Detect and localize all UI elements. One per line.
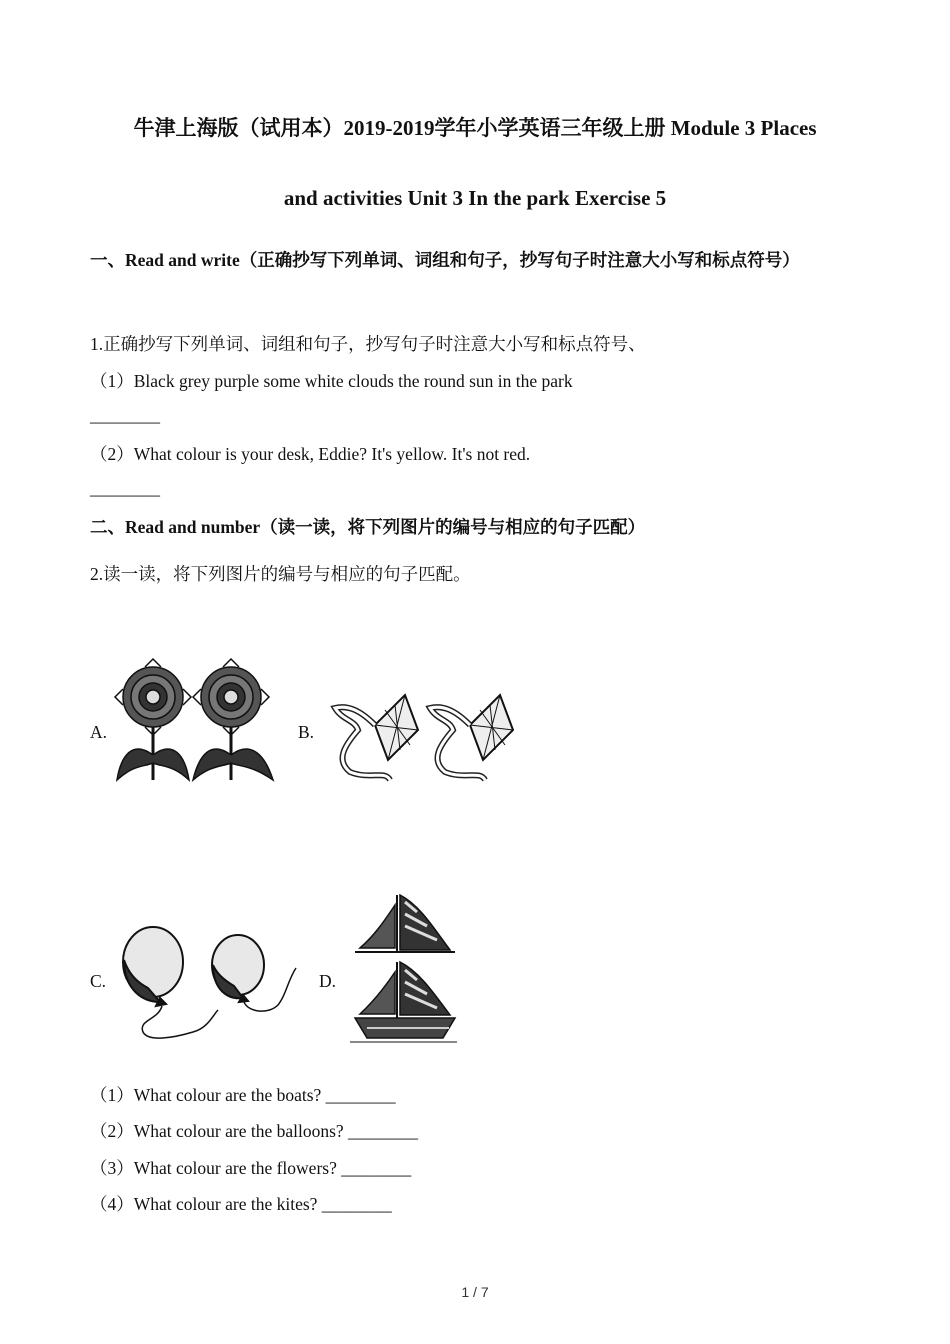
question-2-item-3: （3）What colour are the flowers? ________ (90, 1158, 412, 1178)
picture-label-b: B. (298, 722, 315, 742)
sailboats-icon (345, 890, 460, 1048)
question-1-item-2: （2）What colour is your desk, Eddie? It's yellow. It's not red. (90, 444, 531, 464)
kites-icon (330, 690, 520, 785)
flowers-icon (113, 655, 278, 785)
section-2-heading: 二、Read and number（读一读，将下列图片的编号与相应的句子匹配） (90, 517, 646, 537)
answer-blank-1[interactable]: ________ (90, 405, 160, 425)
section-1-heading: 一、Read and write（正确抄写下列单词、词组和句子，抄写句子时注意大小写和标点符号） (90, 250, 800, 270)
document-title-line-1: 牛津上海版（试用本）2019-2019学年小学英语三年级上册 Module 3 Places (133, 116, 817, 140)
question-2-item-2: （2）What colour are the balloons? ________ (90, 1121, 419, 1141)
document-title-line-2: and activities Unit 3 In the park Exercise 5 (283, 186, 667, 210)
question-2-intro: 2.读一读，将下列图片的编号与相应的句子匹配。 (90, 564, 471, 584)
answer-blank-2[interactable]: ________ (90, 478, 160, 498)
page-number: 1 / 7 (461, 1284, 489, 1300)
picture-label-c: C. (90, 971, 107, 991)
picture-label-d: D. (319, 971, 337, 991)
question-2-item-4: （4）What colour are the kites? ________ (90, 1194, 392, 1214)
question-1-intro: 1.正确抄写下列单词、词组和句子，抄写句子时注意大小写和标点符号、 (90, 334, 646, 354)
balloons-icon (118, 920, 303, 1050)
question-2-item-1: （1）What colour are the boats? ________ (90, 1085, 396, 1105)
question-1-item-1: （1）Black grey purple some white clouds the round sun in the park (90, 371, 573, 391)
picture-label-a: A. (90, 722, 108, 742)
